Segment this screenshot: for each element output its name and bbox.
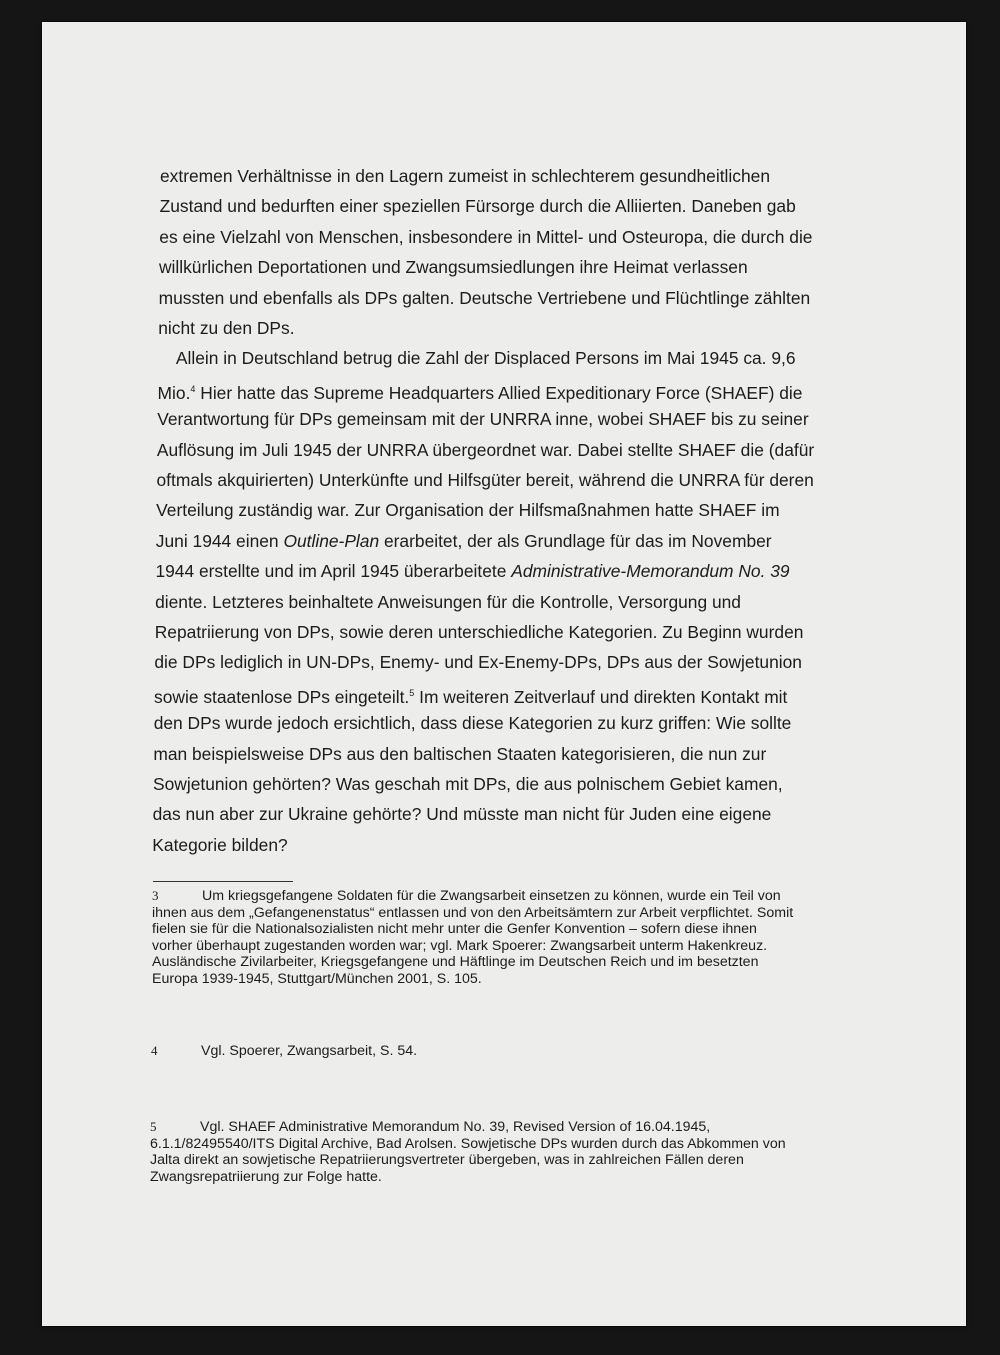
footnote-line: Vgl. SHAEF Administrative Memorandum No. 39, Revised Version of 16.04.1945,	[200, 1119, 711, 1135]
body-line	[156, 500, 779, 520]
text-segment: Kategorie bilden?	[152, 834, 288, 855]
text-segment: sowie staatenlose DPs eingeteilt.	[154, 686, 410, 707]
text-segment: es eine Vielzahl von Menschen, insbesondere in Mittel- und Osteuropa, die durch die	[159, 226, 813, 247]
footnote-5	[150, 1119, 830, 1185]
text-segment: den DPs wurde jedoch ersichtlich, dass diese Kategorien zu kurz griffen: Wie sollte	[153, 713, 792, 734]
text-segment: oftmals akquirierten) Unterkünfte und Hilfsgüter bereit, während die UNRRA für deren	[156, 470, 814, 490]
body-line	[153, 774, 783, 794]
body-line	[154, 652, 802, 672]
text-segment: die DPs lediglich in UN-DPs, Enemy- und Ex-Enemy-DPs, DPs aus der Sowjetunion	[154, 652, 802, 673]
text-segment: Mio.	[157, 382, 191, 403]
footnote-line: Jalta direkt an sowjetische Repatriierungsvertreter übergeben, was in zahlreichen Fällen deren	[150, 1152, 744, 1169]
body-line	[157, 440, 814, 460]
footnote-number: 5	[150, 1119, 157, 1134]
text-segment: Hier hatte das Supreme Headquarters Allied Expeditionary Force (SHAEF) die	[195, 382, 803, 403]
footnote-number: 3	[152, 888, 159, 903]
footnote-line: ihnen aus dem „Gefangenenstatus“ entlassen und von den Arbeitsämtern zur Arbeit verpflichtet. Somit	[152, 904, 794, 921]
text-segment: Repatriierung von DPs, sowie deren unterschiedliche Kategorien. Zu Beginn wurden	[154, 622, 804, 642]
body-line	[154, 713, 792, 733]
text-segment: mussten und ebenfalls als DPs galten. Deutsche Vertriebene und Flüchtlinge zählten	[158, 287, 811, 308]
footnote-line: Ausländische Zivilarbeiter, Kriegsgefangene und Häftlinge im Deutschen Reich und im besetzten	[152, 954, 759, 971]
footnote-line: fielen sie für die Nationalsozialisten nicht mehr unter die Genfer Konvention – sofern diese ihnen	[152, 921, 757, 938]
text-segment: Zustand und bedurften einer speziellen Fürsorge durch die Alliierten. Daneben gab	[159, 196, 796, 217]
footnote-separator	[153, 881, 293, 882]
text-segment: das nun aber zur Ukraine gehörte? Und müsste man nicht für Juden eine eigene	[152, 804, 772, 825]
text-segment: Verteilung zuständig war. Zur Organisation der Hilfsmaßnahmen hatte SHAEF im	[156, 500, 780, 521]
text-segment: Juni 1944 einen	[155, 530, 284, 551]
footnote-number: 4	[151, 1043, 158, 1058]
italic-text: Outline-Plan	[283, 530, 380, 551]
body-line	[156, 531, 772, 551]
body-line	[158, 318, 294, 338]
body-line	[157, 409, 808, 429]
body-line	[159, 288, 811, 308]
footnote-line: 6.1.1/82495540/ITS Digital Archive, Bad Arolsen. Sowjetische DPs wurden durch das Abkommen von	[150, 1135, 786, 1152]
text-segment: Allein in Deutschland betrug die Zahl der Displaced Persons im Mai 1945 ca. 9,6	[175, 348, 796, 369]
body-line	[155, 592, 741, 612]
body-line	[160, 196, 796, 216]
footnote-line: Europa 1939-1945, Stuttgart/München 2001, S. 105.	[152, 970, 482, 987]
text-segment: 1944 erstellte und im April 1945 überarbeitete	[155, 561, 512, 582]
body-line	[153, 804, 772, 824]
body-line	[155, 561, 789, 581]
footnote-3	[152, 888, 832, 988]
text-segment: Auflösung im Juli 1945 der UNRRA übergeordnet war. Dabei stellte SHAEF die (dafür	[156, 439, 815, 460]
footnote-ref: 5	[409, 687, 415, 698]
italic-text: Administrative-Memorandum No. 39	[511, 561, 790, 582]
text-segment: willkürlichen Deportationen und Zwangsumsiedlungen ihre Heimat verlassen	[158, 257, 748, 278]
text-segment: diente. Letzteres beinhaltete Anweisungen für die Kontrolle, Versorgung und	[155, 591, 741, 612]
body-line	[155, 622, 804, 642]
text-segment: Im weiteren Zeitverlauf und direkten Kontakt mit	[414, 686, 788, 707]
body-line	[158, 379, 803, 403]
footnote-line: Zwangsrepatriierung zur Folge hatte.	[150, 1168, 382, 1185]
body-line	[157, 470, 814, 490]
body-line	[159, 257, 748, 277]
text-segment: Verantwortung für DPs gemeinsam mit der UNRRA inne, wobei SHAEF bis zu seiner	[157, 409, 809, 430]
body-line	[154, 683, 787, 707]
text-segment: Sowjetunion gehörten? Was geschah mit DPs, die aus polnischem Gebiet kamen,	[153, 774, 783, 794]
text-segment: extremen Verhältnisse in den Lagern zumeist in schlechterem gesundheitlichen	[160, 166, 770, 186]
body-line	[159, 227, 812, 247]
footnote-line: Vgl. Spoerer, Zwangsarbeit, S. 54.	[201, 1043, 418, 1059]
body-line	[152, 835, 287, 855]
footnote-line: vorher überhaupt zugestanden worden war; vgl. Mark Spoerer: Zwangsarbeit unterm Hakenkreuz.	[152, 937, 768, 954]
footnote-ref: 4	[190, 383, 196, 394]
body-line	[160, 166, 770, 186]
body-line	[176, 348, 796, 368]
text-segment: erarbeitet, der als Grundlage für das im November	[379, 530, 772, 551]
body-line	[153, 744, 766, 764]
footnote-4	[151, 1043, 831, 1060]
text-segment: man beispielsweise DPs aus den baltischen Staaten kategorisieren, die nun zur	[153, 743, 767, 764]
text-segment: nicht zu den DPs.	[158, 318, 295, 338]
footnote-line: Um kriegsgefangene Soldaten für die Zwangsarbeit einsetzen zu können, wurde ein Teil von	[202, 888, 781, 904]
